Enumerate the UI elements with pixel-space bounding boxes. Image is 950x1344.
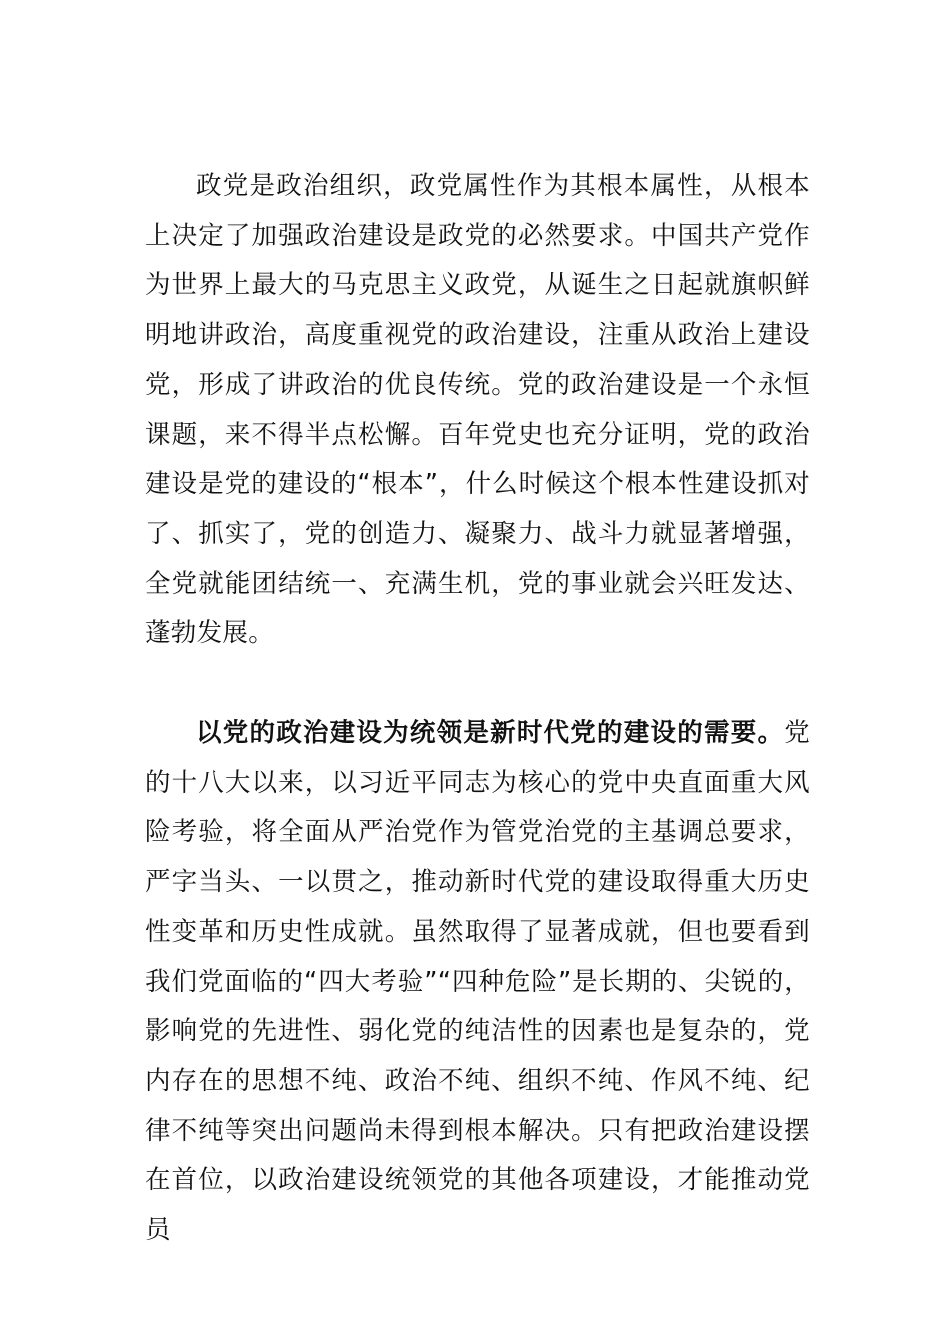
- document-body: [145, 162, 810, 1256]
- paragraph-1: [145, 162, 810, 659]
- paragraph-2-text: 党的十八大以来，以习近平同志为核心的党中央直面重大风险考验，将全面从严治党作为管党治党的主基调总要求，严字当头、一以贯之，推动新时代党的建设取得重大历史性变革和历史性成就。虽然取得了显著成就，但也要看到我们党面临的“四大考验”“四种危险”是长期的、尖锐的，影响党的先进性、弱化党的纯洁性的因素也是复杂的，党内存在的思想不纯、政治不纯、组织不纯、作风不纯、纪律不纯等突出问题尚未得到根本解决。只有把政治建设摆在首位，以政治建设统领党的其他各项建设，才能推动党员: [145, 718, 810, 1246]
- paragraph-2: [145, 709, 810, 1256]
- paragraph-1-text: 政党是政治组织，政党属性作为其根本属性，从根本上决定了加强政治建设是政党的必然要求。中国共产党作为世界上最大的马克思主义政党，从诞生之日起就旗帜鲜明地讲政治，高度重视党的政治建设，注重从政治上建设党，形成了讲政治的优良传统。党的政治建设是一个永恒课题，来不得半点松懈。百年党史也充分证明，党的政治建设是党的建设的“根本”，什么时候这个根本性建设抓对了、抓实了，党的创造力、凝聚力、战斗力就显著增强，全党就能团结统一、充满生机，党的事业就会兴旺发达、蓬勃发展。: [145, 171, 810, 649]
- paragraph-2-lead: 以党的政治建设为统领是新时代党的建设的需要。: [196, 718, 785, 749]
